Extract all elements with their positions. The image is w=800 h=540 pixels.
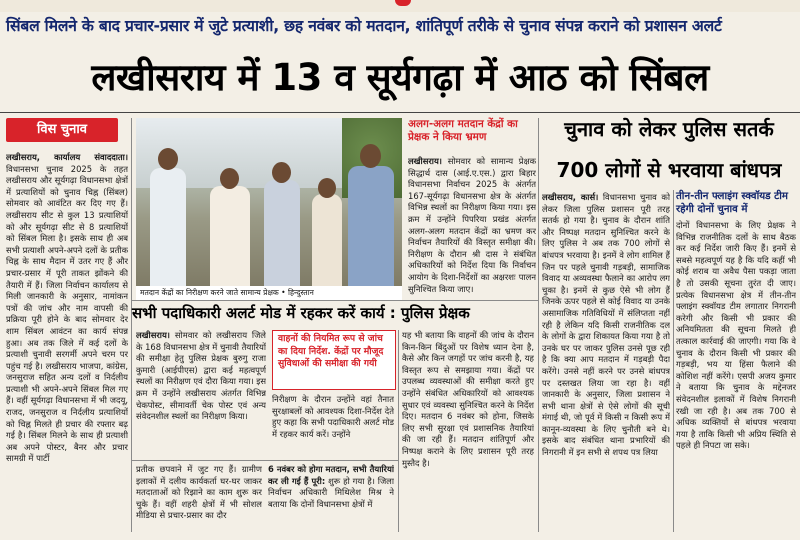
observer-subhead: सभी पदाधिकारी अलर्ट मोड में रहकर करें कार्य : पुलिस प्रेक्षक [132, 304, 470, 322]
police-headline: चुनाव को लेकर पुलिस सतर्क [564, 117, 774, 141]
news-photo [136, 118, 402, 286]
column-rule [398, 330, 399, 532]
police-text: विधानसभा चुनाव को लेकर जिला पुलिस प्रशासन पूरी तरह सतर्क हो गया है। चुनाव के दौरान शांति और निष्पक्ष मतदान सुनिश्चित करने के लिए पुलिस ने अब तक 700 लोगों से बांधपत्र भरवाया है। इनमें वे लोग शामिल हैं जिन पर पहले चुनावी गड़बड़ी, सामाजिक विवाद या अव्यवस्था फैलाने का आरोप लग चुका है। इनमें से कुछ ऐसे भी लोग हैं जिनके ऊपर पहले से कोई विवाद या उनके असामाजिक गतिविधियों में संलिप्तता नहीं रही है लेकिन यदि किसी राजनीतिक दल के लोगों के द्वारा शिकायत किया गया है तो उनके घर पर जाकर पुलिस उनसे पूछ रही है कि क्या आप मतदान में गड़बड़ी पैदा करेंगे। उनसे नहीं करने पर उनसे बांधपत्र पर दस्तखत लिया जा रहा है। वहीं जानकारी के अनुसार, जिला प्रशासन ने सभी थाना क्षेत्रों से ऐसे लोगों की सूची मंगाई थी, जो पूर्व में किसी न किसी रूप में कानून-व्यवस्था के लिए चुनौती बने थे। इसके बाद संबंधित थाना प्रभारियों की निगरानी में इन सभी से शपथ पत्र लिया [542, 192, 670, 458]
side-text: सोमवार को सामान्य प्रेक्षक सिद्धार्थ दास (आई.ए.एस.) द्वारा बिहार विधानसभा निर्वाचन 2025 के अंतर्गत 167-सूर्यगढ़ा विधानसभा क्षेत्र के अंतर्गत विभिन्न स्थलों का निरीक्षण किया गया। इस क्रम में उन्होंने पिपरिया प्रखंड अंतर्गत अलग-अलग मतदान केंद्रों का भ्रमण कर निर्वाचन तैयारियों की विस्तृत समीक्षा की। निरीक्षण के दौरान श्री दास ने संबंधित अधिकारियों को निर्देश दिया कि निर्वाचन आयोग के दिशा-निर्देशों का अक्षरशः पालन सुनिश्चित किया जाए। [408, 156, 536, 294]
headline-rule [0, 112, 800, 113]
story-dateline: लखीसराय, कार्यालय संवाददाता। [6, 152, 128, 162]
observer-dateline: लखीसराय। [136, 330, 170, 340]
flying-squad-kicker: तीन-तीन फ्लाइंग स्क्वॉयड टीम रहेगी दोनों चुनाव में [676, 191, 788, 215]
story-text: शुरू हो गया है। जिला निर्वाचन अधिकारी मिथिलेश मिश्र ने बताया कि दोनों विधानसभा क्षेत्रों में [268, 475, 394, 509]
story-subhead: 6 नवंबर को होगा मतदान, सभी तैयारियां कर ली गई हैं पूरी: [268, 464, 394, 486]
column-rule [538, 118, 539, 532]
main-headline: लखीसराय में 13 व सूर्यगढ़ा में आठ को सिंबल [91, 56, 709, 99]
photo-caption: मतदान केंद्रों का निरीक्षण करने जाते सामान्य प्रेक्षक • हिन्दुस्तान [136, 286, 402, 300]
side-story [408, 156, 536, 298]
callout-text: वाहनों की नियमित रूप से जांच का दिया निर्देश. केंद्रों पर मौजूद सुविधाओं की समीक्षा की गयी [278, 333, 384, 370]
observer-column-3: यह भी बताया कि वाहनों की जांच के दौरान किन-किन बिंदुओं पर विशेष ध्यान देना है, कैसे और किन जगहों पर जांच करनी है, यह विस्तृत रूप से समझाया गया। केंद्रों पर उपलब्ध व्यवस्थाओं की समीक्षा करते हुए उन्होंने संबंधित अधिकारियों को आवश्यक सुधार एवं व्यवस्था सुनिश्चित करने के निर्देश दिए। मतदान 6 नवंबर को होना, जिसके लिए सभी सुरक्षा एवं प्रशासनिक तैयारियां की जा रही हैं। मतदान शांतिपूर्ण और निष्पक्ष कराने के लिए प्रशासन पूरी तरह मुस्तैद है। [402, 330, 534, 468]
story-divider [132, 300, 538, 301]
column-rule [131, 118, 132, 532]
side-dateline: लखीसराय। [408, 156, 442, 166]
side-kicker: अलग-अलग मतदान केंद्रों का प्रेक्षक ने किया भ्रमण [408, 118, 518, 143]
police-column-2: दोनों विधानसभा के लिए प्रेक्षक ने विभिन्न राजनीतिक दलों के साथ बैठक कर कई निर्देश जारी किए हैं। इनमें से सबसे महत्वपूर्ण यह है कि यदि कहीं भी कोई शराब या अवैध पैसा पकड़ा जाता है तो उसकी सूचना तुरंत दी जाए। प्रत्येक विधानसभा क्षेत्र में तीन-तीन फ्लाइंग स्क्वॉयड टीम लगातार निगरानी करेगी और किसी भी प्रकार की अनियमितता की सूचना मिलते ही तत्काल कार्रवाई की जाएगी। गया कि वे चुनाव के दौरान किसी भी प्रकार की गड़बड़ी, भय या हिंसा फैलाने की कोशिश नहीं करेंगे। एसपी अजय कुमार ने बताया कि चुनाव के मद्देनजर संवेदनशील इलाकों में विशेष निगरानी रखी जा रही है। अब तक 700 से अधिक व्यक्तियों से बांधपत्र भरवाया गया है ताकि किसी भी अप्रिय स्थिति से पहले ही निपटा जा सके। [676, 220, 796, 451]
section-tag: विस चुनाव [6, 118, 118, 142]
police-dateline: लखीसराय, कार्स। [542, 192, 599, 202]
column-rule [673, 190, 674, 532]
story-column-3 [268, 464, 394, 528]
story-divider [132, 460, 398, 461]
story-column-1 [6, 152, 128, 528]
observer-column-2: निरीक्षण के दौरान उन्होंने वहां तैनात सुरक्षाबलों को आवश्यक दिशा-निर्देश देते हुए कहा कि सभी पदाधिकारी अलर्ट मोड में रहकर कार्य करें। उन्होंने [272, 394, 394, 439]
kicker-line: सिंबल मिलने के बाद प्रचार-प्रसार में जुटे प्रत्याशी, छह नवंबर को मतदान, शांतिपूर्ण तरीके से चुनाव संपन्न कराने को प्रशासन अलर्ट [6, 17, 722, 35]
observer-text: सोमवार को लखीसराय जिले के 168 विधानसभा क्षेत्र में चुनावी तैयारियों की समीक्षा हेतु पुलिस प्रेक्षक बुरुगु राजा कुमारी (आईपीएस) द्वारा कई महत्वपूर्ण स्थलों का निरीक्षण एवं दौरा किया गया। इस क्रम में उन्होंने लखीसराय अंतर्गत विभिन्न चेकपोस्ट, सीमावर्ती चेक पोस्ट एवं अन्य संवेदनशील स्थलों का निरीक्षण किया। [136, 330, 266, 422]
story-column-2: प्रतीक छपवाने में जुट गए हैं। ग्रामीण इलाकों में दलीय कार्यकर्ता घर-घर जाकर मतदाताओं को रिझाने का काम शुरू कर चुके हैं। वहीं शहरी क्षेत्रों में भी सोशल मीडिया से प्रचार-प्रसार का दौर [136, 464, 262, 521]
police-subhead: 700 लोगों से भरवाया बांधपत्र [556, 158, 782, 182]
police-column-1 [542, 192, 670, 528]
observer-column-1 [136, 330, 266, 458]
story-text: विधानसभा चुनाव 2025 के तहत लखीसराय और सूर्यगढ़ा विधानसभा क्षेत्रों में प्रत्याशियों को चुनाव चिह्न (सिंबल) सोमवार को आवंटित कर दिए गए हैं। लखीसराय सीट से कुल 13 प्रत्याशियों को और सूर्यगढ़ा सीट से 8 प्रत्याशियों को सिंबल मिला है। इसके साथ ही अब सभी प्रत्याशी अपने-अपने दलों के प्रतीक चिह्न के साथ मैदान में उतर गए हैं और प्रचार-प्रसार में पूरी ताकत झोंकने की तैयारी में हैं। जिला निर्वाचन कार्यालय से मिली जानकारी के अनुसार, नामांकन पत्रों की जांच और नाम वापसी की प्रक्रिया पूरी होने के बाद सोमवार देर शाम सिंबल आवंटन का कार्य संपन्न हुआ। अब तक जिले में कई दलों के प्रत्याशी चुनावी सरगर्मी अपने चरम पर पहुंच गई है। लखीसराय भाजपा, कांग्रेस, जनसुराज सहित अन्य दलों व निर्दलीय प्रत्याशी भी अपने-अपने सिंबल मिल गए हैं। वहीं सूर्यगढ़ा विधानसभा में भी जदयू, राजद, जनसुराज व निर्दलीय प्रत्याशियों को चिह्न मिलते ही प्रचार की रफ्तार बढ़ गई है। सिंबल मिलने के साथ ही प्रत्याशी अब अपने पोस्टर, बैनर और प्रचार सामग्री में पार्टी [6, 163, 128, 464]
